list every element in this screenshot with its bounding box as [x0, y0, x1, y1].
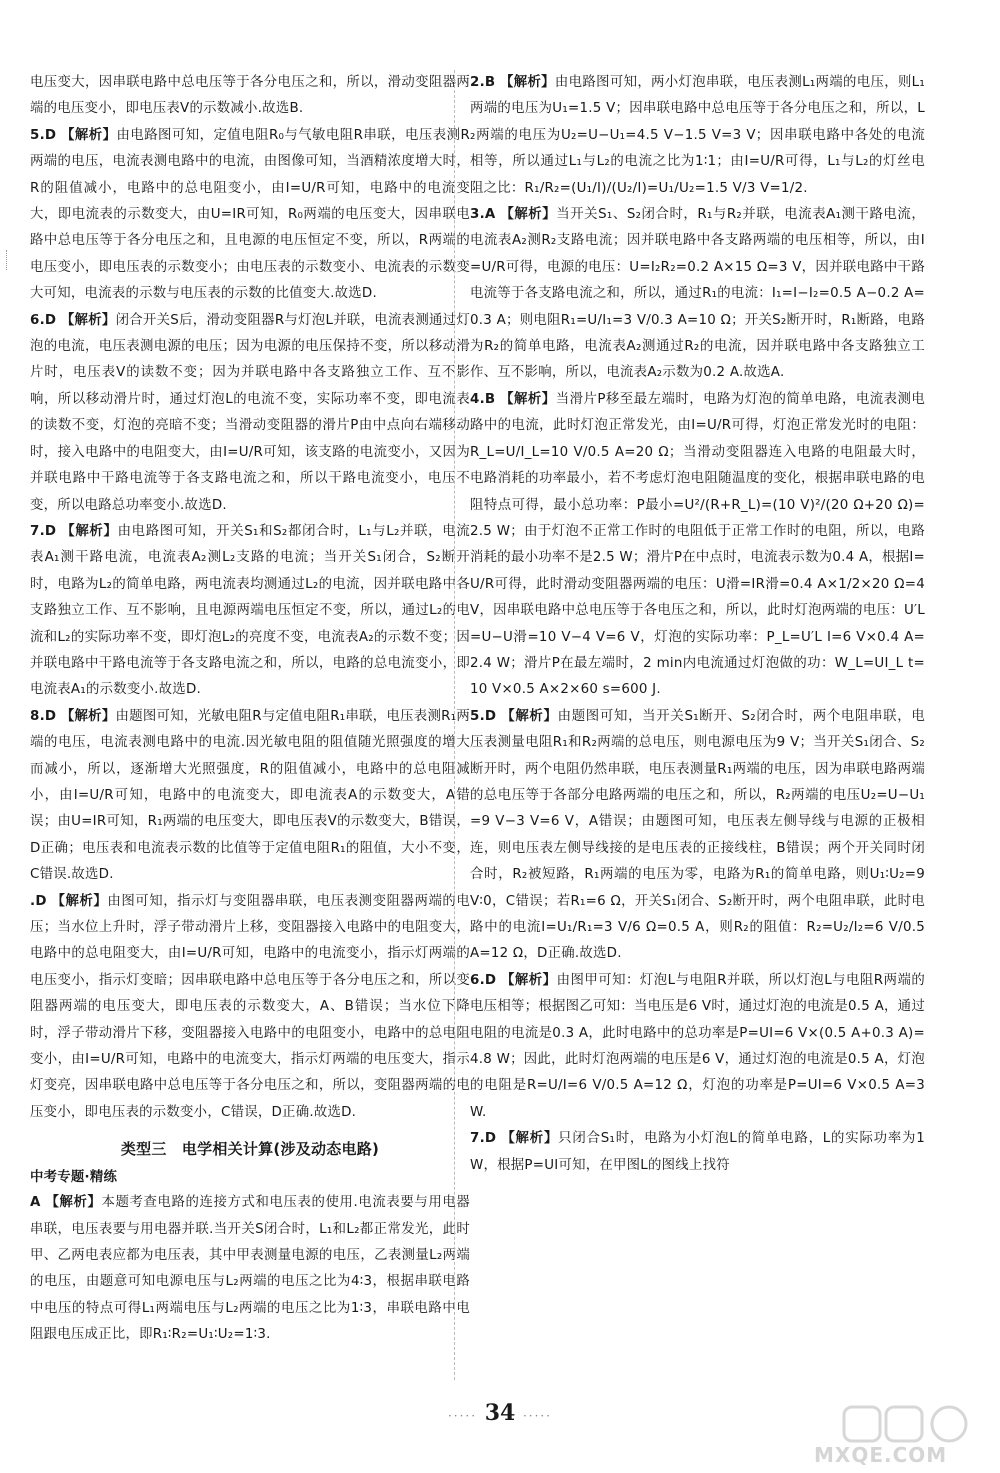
analysis-tag: 【解析】 [500, 391, 556, 407]
analysis-tag: 【解析】 [501, 972, 557, 988]
answer-item-1 [30, 1190, 470, 1348]
answer-item-7b [470, 1126, 925, 1179]
answer-item-3 [470, 202, 925, 387]
item-answer: D [484, 1131, 497, 1147]
item-answer: B [484, 75, 496, 90]
item-number: 8. [30, 708, 45, 724]
analysis-text: 闭合开关S后，滑动变阻器R与灯泡L并联，电流表测通过灯泡的电流，电压表测电源的电压；因为电源的电压保持不变，所以移动滑片时，电压表V的读数不变；因为并联电路中各支路独立工作、互不影响，所以移动滑片时，通过灯泡L的电流不变，实际功率不变，即电流表的读数不变，灯泡的亮暗不变；当滑动变阻器的滑片P由中点向右端移动时，接入电路中的电阻变大，由I=U/R可知，该支路的电流变小，又因为并联电路中干路电流等于各支路电流之和，所以干路电流变小，电压不变，所以电路总功率变小.故选D. [30, 312, 470, 513]
analysis-text: 只闭合S₁时，电路为小灯泡L的简单电路，L的实际功率为1 W，根据P=UI可知，在甲图L的图线上找符 [470, 1131, 926, 1173]
answer-item-6 [30, 308, 470, 519]
answer-item-6b [470, 968, 925, 1126]
item-number: 7. [470, 1131, 485, 1147]
item-answer: D [44, 127, 57, 143]
analysis-text: 当开关S₁、S₂闭合时，R₁与R₂并联，电流表A₁测干路电流，电流表A₂测R₂支路电流；因并联电路中各支路两端的电压相等，所以，由I=U/R可得，电源的电压：U=I₂R₂=0.2 A×15 Ω=3 V，因并联电路中干路电流等于各支路电流之和，所以，通过R₁的电流：I₁=I−I₂=0.5 A−0.2 A=0.3 A；则电阻R₁=U/I₁=3 V/0.3 A=10 Ω；开关S₂断开时，R₁断路，电路为R₂的简单电路，电流表A₂测通过R₂的电流，因并联电路中各支路独立工作、互不影响，所以，电流表A₂示数为0.2 A.故选A. [470, 207, 926, 381]
analysis-tag: 【解析】 [60, 312, 116, 328]
item-number: 4. [470, 391, 485, 407]
analysis-tag: 【解析】 [51, 893, 108, 909]
analysis-tag: 【解析】 [500, 207, 557, 223]
analysis-text: 由图可知，指示灯与变阻器串联，电压表测变阻器两端的电压；当水位上升时，浮子带动滑片上移，变阻器接入电路中的电阻变大，电路中的总电阻变大，由I=U/R可知，电路中的电流变小，指示灯两端的电压变小，指示灯变暗；因串联电路中总电压等于各分电压之和，所以变阻器两端的电压变大，即电压表的示数变大，A、B错误；当水位下降时，浮子带动滑片下移，变阻器接入电路中的电阻变小，电路中的总电阻变小，由I=U/R可知，电路中的电流变大，指示灯两端的电压变大，指示灯变亮，因串联电路中总电压等于各分电压之和，所以，变阻器两端的电压变小，即电压表的示数变小，C错误，D正确.故选D. [30, 893, 471, 1120]
answer-item-2 [470, 70, 925, 202]
site-watermark [774, 1403, 994, 1467]
item-number: . [30, 893, 36, 909]
answer-item-5 [30, 123, 470, 308]
analysis-tag: 【解析】 [45, 1195, 102, 1211]
analysis-text: 本题考查电路的连接方式和电压表的使用.电流表要与用电器串联，电压表要与用电器并联.当开关S闭合时，L₁和L₂都正常发光，此时甲、乙两电表应都为电压表，其中甲表测量电源的电压，乙表测量L₂两端的电压，由题意可知电源电压与L₂两端的电压之比为4∶3，根据串联电路中电压的特点可得L₁两端电压与L₂两端的电压之比为1∶3，串联电路中电阻跟电压成正比，即R₁∶R₂=U₁∶U₂=1∶3. [30, 1195, 470, 1343]
page-number-left-dots: ····· [447, 1409, 478, 1423]
left-column [30, 70, 470, 1349]
item-number: 6. [470, 972, 485, 988]
item-number: 2. [470, 75, 485, 90]
item-answer: A [30, 1195, 41, 1211]
answer-item-7 [30, 519, 470, 704]
item-answer: D [44, 312, 57, 328]
item-answer: A [484, 207, 496, 223]
analysis-tag: 【解析】 [499, 75, 555, 90]
analysis-text: 由题图可知，当开关S₁断开、S₂闭合时，两个电阻串联，电压表测量电阻R₁和R₂两端的总电压，则电源电压为9 V；当开关S₁闭合、S₂断开时，两个电阻仍然串联，电压表测量R₁两端的电压，因为串联电路两端的总电压等于各部分电路两端的电压之和，所以，R₂两端的电压U₂=U−U₁=9 V−3 V=6 V，A错误；由题图可知，电压表左侧导线与电源的正极相连，则电压表左侧导线接的是电压表的正接线柱，B错误；两个开关同时闭合时，R₂被短路，R₁两端的电压为零，电路为R₁的简单电路，则U₁∶U₂=9 V∶0，C错误；若R₁=6 Ω，开关S₁闭合、S₂断开时，两个电阻串联，此时电路中的电流I=U₁/R₁=3 V/6 Ω=0.5 A，则R₂的阻值：R₂=U₂/I₂=6 V/0.5 A=12 Ω，D正确.故选D. [470, 708, 926, 962]
item-number: 6. [30, 312, 45, 328]
analysis-text: 由图甲可知：灯泡L与电阻R并联，所以灯泡L与电阻R两端的电压相等；根据图乙可知：当电压是6 V时，通过灯泡的电流是0.5 A，通过电阻的电流是0.3 A，此时电路中的总功率是P=UI=6 V×(0.5 A+0.3 A)=4.8 W；因此，此时灯泡两端的电压是6 V，通过灯泡的电流是0.5 A，灯泡的电阻是R=U/I=6 V/0.5 A=12 Ω，灯泡的功率是P=UI=6 V×0.5 A=3 W. [470, 972, 925, 1120]
column-divider [454, 70, 455, 1380]
analysis-tag: 【解析】 [61, 523, 118, 539]
item-answer: B [484, 391, 496, 407]
right-column [470, 70, 925, 1179]
analysis-text: 由电路图可知，两小灯泡串联，电压表测L₁两端的电压，则L₁两端的电压为U₁=1.5 V；因串联电路中总电压等于各分电压之和，所以，L₂两端的电压为U₂=U−U₁=4.5 V−1.5 V=3 V；因串联电路中各处的电流相等，所以通过L₁与L₂的电流之比为1∶1；由I=U/R可得，L₁与L₂的灯丝电阻之比：R₁/R₂=(U₁/I)/(U₂/I)=U₁/U₂=1.5 V/3 V=1/2. [470, 75, 926, 196]
item-answer: D [35, 893, 47, 909]
section-title: 类型三 电学相关计算(涉及动态电路) [120, 1140, 380, 1159]
watermark-text: MXQE.COM [814, 1443, 948, 1467]
analysis-tag: 【解析】 [60, 708, 116, 724]
item-number: 5. [470, 708, 485, 724]
item-answer: D [44, 523, 57, 539]
analysis-text: 由电路图可知，定值电阻R₀与气敏电阻R串联，电压表测R两端的电压，电流表测电路中的电流，由图像可知，当酒精浓度增大时，R的阻值减小，电路中的总电阻变小，由I=U/R可知，电路中的电流变大，即电流表的示数变大，由U=IR可知，R₀两端的电压变大，因串联电路中总电压等于各分电压之和，且电源的电压恒定不变，所以，R两端的电压变小，即电压表的示数变小；由电压表的示数变小、电流表的示数变大可知，电流表的示数与电压表的示数的比值变大.故选D. [30, 127, 471, 302]
continued-text: 电压变大，因串联电路中总电压等于各分电压之和，所以，滑动变阻器两端的电压变小，即电压表V的示数减小.故选B. [30, 75, 470, 117]
continued-paragraph [30, 70, 470, 123]
answer-item-9 [30, 889, 470, 1127]
analysis-text: 由题图可知，光敏电阻R与定值电阻R₁串联，电压表测R₁两端的电压，电流表测电路中的电流.因光敏电阻的阻值随光照强度的增大而减小，所以，逐渐增大光照强度，R的阻值减小，电路中的总电阻减小，由I=U/R可知，电路中的电流变大，即电流表A的示数变大，A错误；由U=IR可知，R₁两端的电压变大，即电压表V的示数变大，B错误，D正确；电压表和电流表示数的比值等于定值电阻R₁的阻值，大小不变，C错误.故选D. [30, 708, 470, 883]
analysis-text: 由电路图可知，开关S₁和S₂都闭合时，L₁与L₂并联，电流表A₁测干路电流，电流表A₂测L₂支路的电流；当开关S₁闭合，S₂断开时，电路为L₂的简单电路，两电流表均测通过L₂的电流，因并联电路中各支路独立工作、互不影响，且电源两端电压恒定不变，所以，通过L₂的电流和L₂的实际功率不变，即灯泡L₂的亮度不变，电流表A₂的示数不变；因并联电路中干路电流等于各支路电流之和，所以，电路的总电流变小，即电流表A₁的示数变小.故选D. [30, 523, 470, 698]
answer-item-4 [470, 387, 925, 704]
page-number-text: 34 [484, 1400, 516, 1426]
analysis-tag: 【解析】 [61, 127, 117, 143]
page-number-right-dots: ····· [522, 1409, 553, 1423]
analysis-tag: 【解析】 [501, 1131, 559, 1147]
section-subtitle: 中考专题·精练 [30, 1170, 118, 1186]
analysis-text: 当滑片P移至最左端时，电路为灯泡的简单电路，电流表测电路中的电流，此时灯泡正常发光，由I=U/R可得，灯泡正常发光时的电阻：R_L=U/I_L=10 V/0.5 A=20 Ω；当滑动变阻器连入电路的电阻最大时，电路消耗的功率最小，若不考虑灯泡电阻随温度的变化，根据串联电路的电阻特点可得，最小总功率：P最小=U²/(R+R_L)=(10 V)²/(20 Ω+20 Ω)=2.5 W；由于灯泡不正常工作时的电阻低于正常工作时的电阻，所以，电路消耗的最小功率不是2.5 W；滑片P在中点时，电流表示数为0.4 A，根据I=U/R可得，此时滑动变阻器两端的电压：U滑=IR滑=0.4 A×1/2×20 Ω=4 V，因串联电路中总电压等于各电压之和，所以，此时灯泡两端的电压：U′L=U−U滑=10 V−4 V=6 V，灯泡的实际功率：P_L=U′L I=6 V×0.4 A=2.4 W；滑片P在最左端时，2 min内电流通过灯泡做的功：W_L=UI_L t=10 V×0.5 A×2×60 s=600 J. [470, 391, 926, 698]
item-number: 5. [30, 127, 45, 143]
item-answer: D [44, 708, 57, 724]
analysis-tag: 【解析】 [501, 708, 558, 724]
item-number: 7. [30, 523, 45, 539]
answer-item-5b [470, 704, 925, 968]
binding-margin-mark [6, 250, 11, 270]
item-answer: D [484, 972, 497, 988]
item-answer: D [484, 708, 497, 724]
item-number: 3. [470, 207, 485, 223]
answer-item-8 [30, 704, 470, 889]
